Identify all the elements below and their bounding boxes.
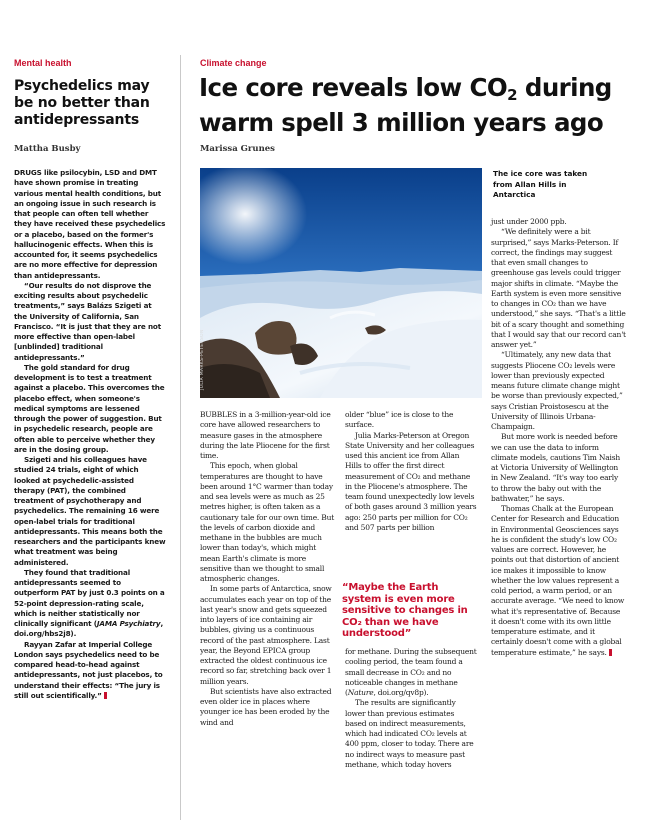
pull-quote: “Maybe the Earth system is even more sensitive to changes in CO₂ than we have understood” (342, 582, 468, 639)
main-citation-journal: Nature (347, 688, 374, 697)
main-paragraph (345, 647, 477, 698)
left-byline: Mattha Busby (14, 144, 81, 154)
left-article-body (14, 168, 166, 701)
main-headline-line1 (199, 74, 612, 109)
main-paragraph: But more work is needed before we can use the data to inform climate models, cautions Tim Naish at Victoria University of Wellington in New Zealand. “It's way too early to throw the baby out with the bathwater,” he says. (491, 432, 621, 503)
headline-text: Ice core reveals low CO (199, 73, 508, 102)
main-headline-line2: warm spell 3 million years ago (199, 108, 604, 137)
main-paragraph (491, 504, 627, 658)
main-paragraph: “We definitely were a bit surprised,” says Marks-Peterson. If correct, the findings may suggest that even small changes to greenhouse gas levels could trigger major shifts in climate. “Maybe the Earth system is even more sensitive to changes in CO₂ than we have understood,” she says. “That's a little bit of a scary thought and something that I would say that our record can't answer yet.” (491, 227, 626, 349)
antarctica-photo (200, 168, 482, 398)
photo-credit: JULIA MARKS-PETERSON (200, 329, 205, 390)
main-paragraph: just under 2000 ppb. (491, 217, 567, 226)
main-body-column-2-top (345, 410, 477, 533)
main-paragraph: This epoch, when global temperatures are thought to have been around 1°C warmer than today and sea levels were as much as 25 metres higher, is often taken as a cautionary tale for our own time. But the levels of carbon dioxide and methane in the bubbles are much lower than today's, which might mean Earth's climate is more sensitive than we thought to small atmospheric changes. (200, 461, 335, 583)
main-section-label: Climate change (200, 58, 267, 68)
end-mark-icon (104, 692, 107, 699)
main-paragraph: BUBBLES in a 3-million-year-old ice core have allowed researchers to measure gases in the atmosphere during the late Pliocene for the first time. (200, 410, 331, 460)
left-section-label: Mental health (14, 58, 72, 68)
main-body-column-1 (200, 410, 336, 728)
main-citation-ref: , doi.org/qv8p). (373, 688, 429, 697)
left-paragraph (14, 640, 166, 702)
main-paragraph: The results are significantly lower than previous estimates based on indirect measurements, which had indicated CO₂ levels at 400 ppm, closer to today. There are no indirect ways to measure past methane, which today hovers (345, 698, 474, 769)
left-headline: Psychedelics may be no better than antidepressants (14, 78, 150, 128)
main-headline (199, 74, 612, 137)
left-paragraph: Szigeti and his colleagues have studied 24 trials, eight of which looked at psychedelic-assisted therapy (PAT), the combined treatment of psychotherapy and psychedelics. The remaining 16 were open-label trials for traditional antidepressants. This means both the researchers and the participants knew what treatment was being administered. (14, 455, 166, 567)
main-paragraph-text: Thomas Chalk at the European Center for Research and Education in Environmental Geosciences says he is confident the study's low CO₂ values are correct. However, he points out that distortion of ancient ice makes it impossible to know whether the low values represent a cold period, a warm period, or an accurate average. “We need to know what it's representative of. Because it doesn't come with its own little temperature estimate, and it certainly doesn't come with a global temperature estimate,” he says. (491, 504, 625, 657)
end-mark-icon (609, 649, 612, 656)
left-paragraph-text: Rayyan Zafar at Imperial College London says psychedelics need to be compared head-to-head against antidepressants, not just placebos, to understand their effects: “The jury is still out scientifically.” (14, 639, 163, 700)
left-paragraph: “Our results do not disprove the exciting results about psychedelic treatments,” says Balázs Szigeti at the University of California, San Francisco. “It is just that they are not more effective than open-label [unblinded] traditional antidepressants.” (14, 280, 161, 362)
main-paragraph: But scientists have also extracted even older ice in places where younger ice has been eroded by the wind and (200, 686, 332, 727)
main-paragraph: In some parts of Antarctica, snow accumulates each year on top of the last year's snow and gets squeezed into layers of ice containing air bubbles, giving us a continuous record of the past atmosphere. Last year, the Beyond EPICA group extracted the oldest continuous ice record so far, stretching back over 1 million years. (200, 584, 332, 686)
headline-text: during (516, 73, 612, 102)
left-paragraph (14, 568, 166, 640)
column-divider (180, 55, 181, 820)
photo-caption: The ice core was taken from Allan Hills in Antarctica (493, 169, 588, 199)
headline-subscript: 2 (507, 86, 517, 104)
main-paragraph: older “blue” ice is close to the surface. (345, 410, 454, 430)
main-body-column-3 (491, 217, 627, 658)
main-body-column-2-bottom (345, 647, 477, 770)
antarctica-landscape-illustration (200, 168, 482, 398)
left-citation-journal: JAMA Psychiatry (96, 619, 161, 628)
main-paragraph: Julia Marks-Peterson at Oregon State University and her colleagues used this ancient ice from Allan Hills to offer the first direct measurement of CO₂ and methane in the Pliocene's atmosphere. The team found unexpectedly low levels of both gases around 3 million years ago: 250 parts per million for CO₂ and 507 parts per billion (345, 430, 477, 532)
left-paragraph: DRUGS like psilocybin, LSD and DMT have shown promise in treating various mental health conditions, but an ongoing issue in such research is that people can often tell whether they have received these psychedelics or a placebo, based on the former's hallucinogenic effects. When this is accounted for, it seems psychedelics are no more effective for depression than antidepressants. (14, 168, 166, 280)
main-paragraph: “Ultimately, any new data that suggests Pliocene CO₂ levels were lower than previously expected means future climate change might be worse than previously expected,” says Cristian Proistosescu at the University of Illinois Urbana-Champaign. (491, 350, 623, 431)
main-paragraph-text: for methane. During the subsequent cooling period, the team found a small decrease in CO₂ and no noticeable changes in methane ( (345, 647, 477, 697)
left-paragraph: The gold standard for drug development is to test a treatment against a placebo. This overcomes the placebo effect, when someone's medical symptoms are lessened through the power of suggestion. But in psychedelic research, people are often able to perceive whether they are in the dosing group. (14, 362, 165, 454)
left-paragraph-text: They found that traditional antidepressants seemed to outperform PAT by just 0.3 points on a 52-point depression-rating scale, which is neither statistically nor clinically significant ( (14, 567, 165, 628)
left-citation-ref: , doi.org/hbs2j8). (14, 619, 164, 639)
main-byline: Marissa Grunes (200, 144, 275, 154)
